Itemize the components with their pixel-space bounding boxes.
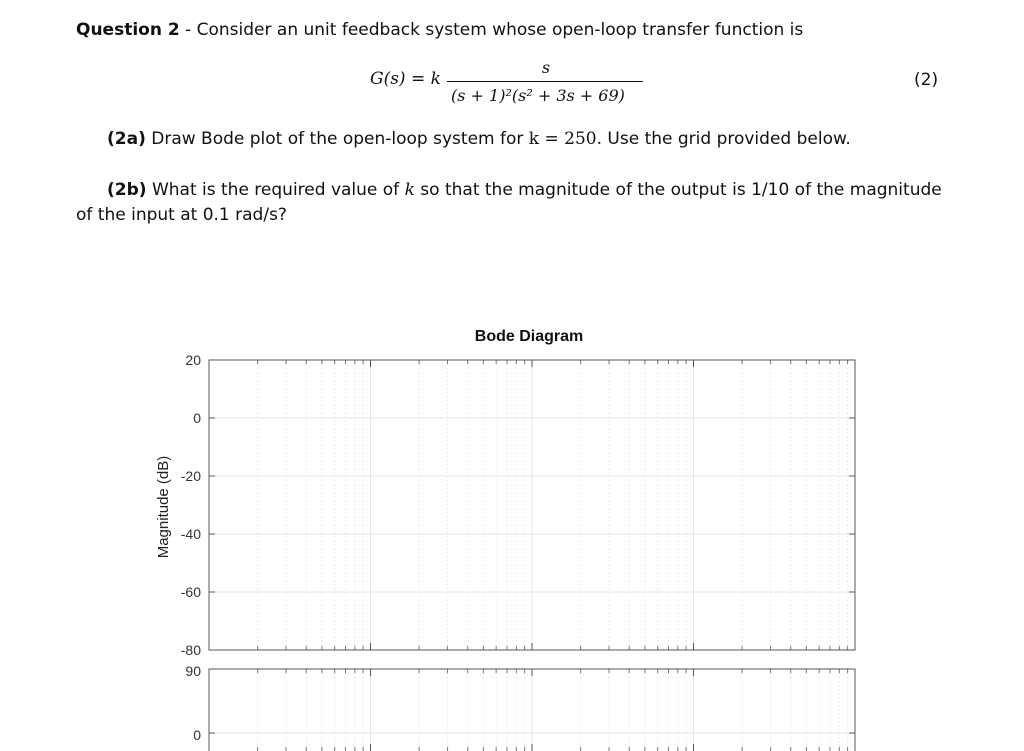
part-b-line2: of the input at 0.1 rad/s? xyxy=(76,205,287,225)
equation-number: (2) xyxy=(914,70,939,90)
part-a-math: k = 250. xyxy=(528,129,602,149)
part-a-text-before: Draw Bode plot of the open-loop system for xyxy=(145,129,529,149)
mag-tick-label: 20 xyxy=(185,352,201,368)
phase-grid xyxy=(209,669,855,751)
part-b-text-after: so that the magnitude of the output is 1/10 of the magnitude xyxy=(414,180,942,200)
part-a-text-after: Use the grid provided below. xyxy=(602,129,851,149)
part-b-label: (2b) xyxy=(107,180,147,200)
bode-title: Bode Diagram xyxy=(474,328,584,345)
magnitude-tick-labels xyxy=(181,352,201,658)
equation-denominator: (s + 1)²(s² + 3s + 69) xyxy=(451,86,625,105)
part-b-text-before: What is the required value of xyxy=(146,180,405,200)
question-intro: - Consider an unit feedback system whose open-loop transfer function is xyxy=(179,20,804,40)
phase-tick-label: 90 xyxy=(185,663,201,679)
phase-tick-label: 0 xyxy=(193,727,201,743)
mag-tick-label: -40 xyxy=(180,526,201,542)
phase-tick-labels xyxy=(185,663,201,743)
magnitude-axis-label: Magnitude (dB) xyxy=(155,455,172,559)
mag-tick-label: -20 xyxy=(180,468,201,484)
question-label: Question 2 xyxy=(76,20,180,40)
mag-tick-label: -80 xyxy=(180,642,201,658)
part-a-label: (2a) xyxy=(107,129,146,149)
part-b-math: k xyxy=(404,180,415,200)
mag-tick-label: 0 xyxy=(193,410,201,426)
equation-numerator: s xyxy=(541,58,551,77)
mag-tick-label: -60 xyxy=(180,584,201,600)
equation-lhs: G(s) = k xyxy=(370,69,441,89)
magnitude-grid xyxy=(209,360,855,650)
